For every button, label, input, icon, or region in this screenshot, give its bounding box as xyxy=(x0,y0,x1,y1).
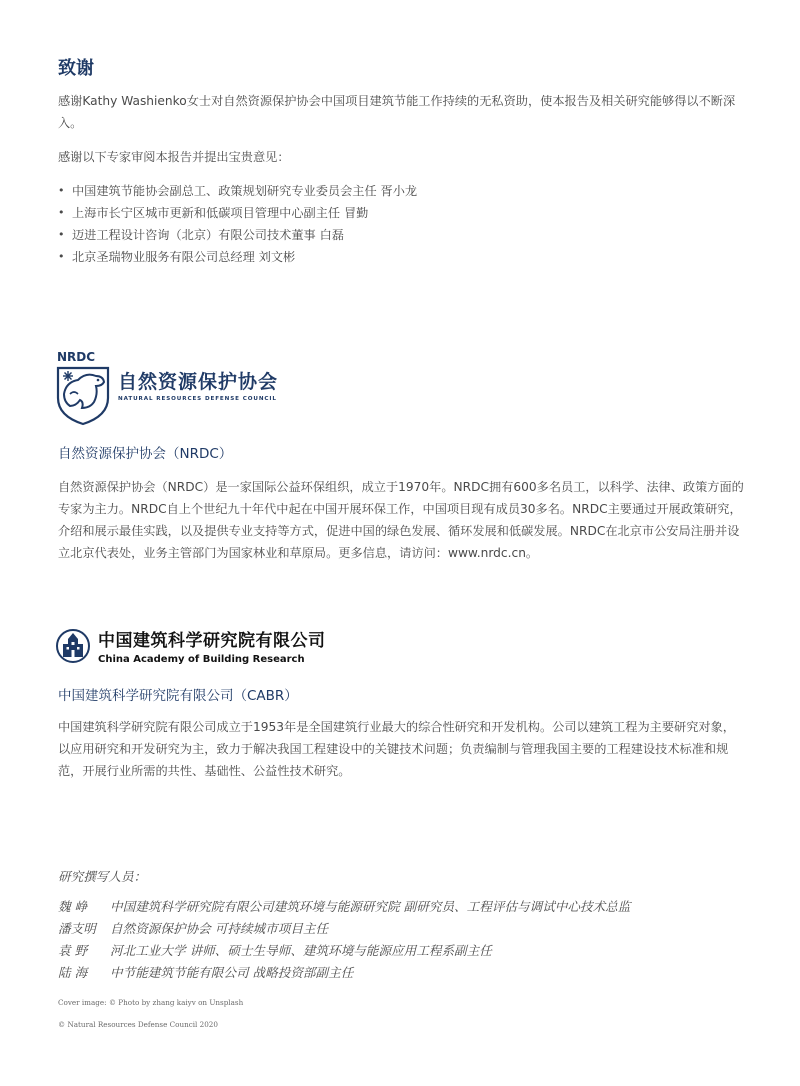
polar-bear-icon xyxy=(58,368,108,424)
nrdc-logo xyxy=(56,350,296,426)
cabr-description: 中国建筑科学研究院有限公司成立于1953年是全国建筑行业最大的综合性研究和开发机构。公司以建筑工程为主要研究对象，以应用研究和开发研究为主，致力于解决我国工程建设中的关键技术问题；负责编制与管理我国主要的工程建设技术标准和规范，开展行业所需的共性、基础性、公益性技术研究。 xyxy=(58,720,735,778)
nrdc-logo-tag: NRDC xyxy=(57,350,96,364)
nrdc-heading: 自然资源保护协会（NRDC） xyxy=(58,446,233,462)
list-item: • 迈进工程设计咨询（北京）有限公司技术董事 白磊 xyxy=(58,224,417,246)
author-title: 河北工业大学 讲师、硕士生导师、建筑环境与能源应用工程系副主任 xyxy=(110,943,492,958)
author-title: 自然资源保护协会 可持续城市项目主任 xyxy=(110,921,329,936)
cabr-logo-cn: 中国建筑科学研究院有限公司 xyxy=(98,631,326,651)
list-item: • 北京圣瑞物业服务有限公司总经理 刘文彬 xyxy=(58,246,417,268)
list-item: • 中国建筑节能协会副总工、政策规划研究专业委员会主任 胥小龙 xyxy=(58,180,417,202)
author-name: 魏 峥 xyxy=(58,899,88,914)
nrdc-description: 自然资源保护协会（NRDC）是一家国际公益环保组织，成立于1970年。NRDC拥有600多名员工，以科学、法律、政策方面的专家为主力。NRDC自上个世纪九十年代中起在中国开展环保工作，中国项目现有成员30多名。NRDC主要通过开展政策研究，介绍和展示最佳实践，以及提供专业支持等方式，促进中国的绿色发展、循环发展和低碳发展。NRDC在北京市公安局注册并设立北京代表处，业务主管部门为国家林业和草原局。更多信息，请访问：www.nrdc.cn。 xyxy=(58,480,744,560)
nrdc-logo-en: NATURAL RESOURCES DEFENSE COUNCIL xyxy=(118,396,277,402)
copyright: © Natural Resources Defense Council 2020 xyxy=(58,1020,218,1029)
cabr-logo xyxy=(56,626,326,668)
reviewer-list xyxy=(58,180,417,268)
author-row xyxy=(58,962,630,984)
cabr-heading: 中国建筑科学研究院有限公司（CABR） xyxy=(58,688,298,704)
nrdc-logo-cn: 自然资源保护协会 xyxy=(118,371,279,393)
author-name: 袁 野 xyxy=(58,943,88,958)
authors-list xyxy=(58,896,630,984)
authors-label: 研究撰写人员： xyxy=(58,869,147,884)
author-title: 中节能建筑节能有限公司 战略投资部副主任 xyxy=(110,965,354,980)
cabr-emblem-icon xyxy=(57,630,89,662)
thanks-paragraph: 感谢Kathy Washienko女士对自然资源保护协会中国项目建筑节能工作持续的无私资助，使本报告及相关研究能够得以不断深入。 xyxy=(58,94,736,130)
author-name: 潘支明 xyxy=(58,921,96,936)
author-title: 中国建筑科学研究院有限公司建筑环境与能源研究院 副研究员、工程评估与调试中心技术总监 xyxy=(110,899,631,914)
acknowledgement-title: 致谢 xyxy=(58,58,94,79)
author-row xyxy=(58,940,630,962)
author-row xyxy=(58,918,630,940)
cabr-logo-en: China Academy of Building Research xyxy=(98,654,305,665)
cover-credit: Cover image: © Photo by zhang kaiyv on Unsplash xyxy=(58,998,244,1007)
author-row xyxy=(58,896,630,918)
author-name: 陆 海 xyxy=(58,965,88,980)
reviewers-intro: 感谢以下专家审阅本报告并提出宝贵意见： xyxy=(58,150,290,164)
list-item: • 上海市长宁区城市更新和低碳项目管理中心副主任 冒勤 xyxy=(58,202,417,224)
